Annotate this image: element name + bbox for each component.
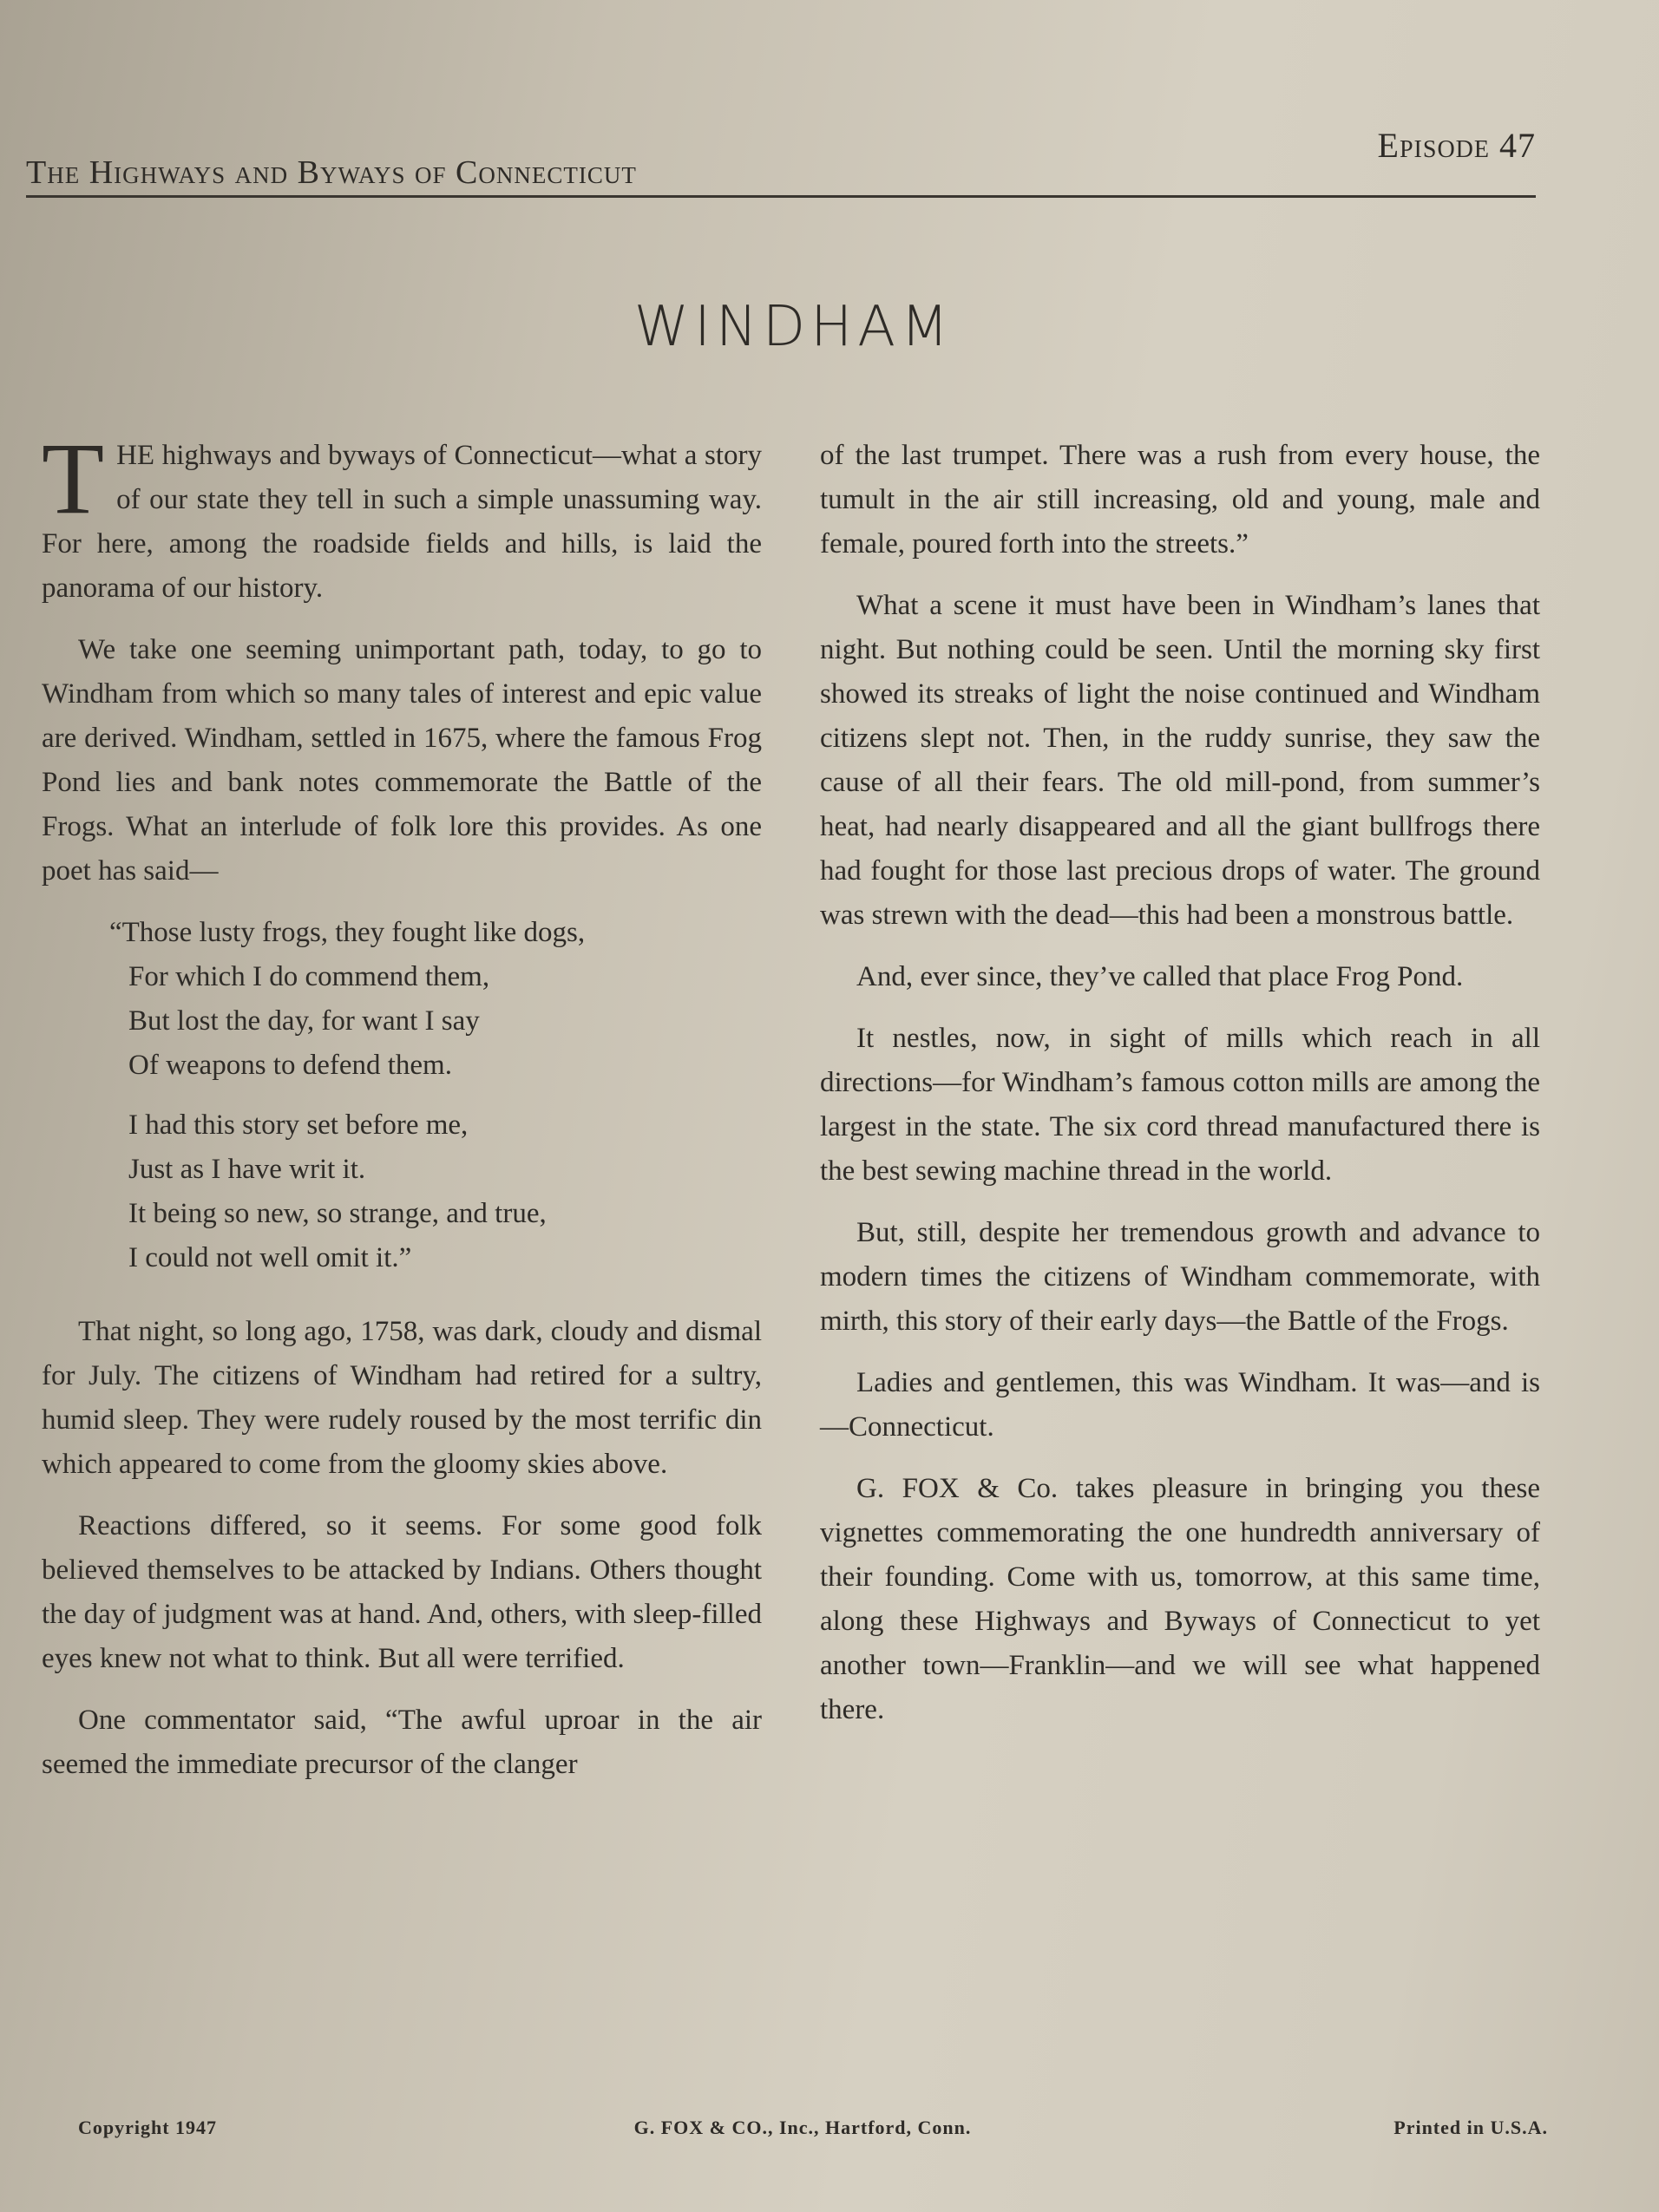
right-column [820, 434, 1540, 1750]
intro-paragraph [42, 422, 762, 611]
episode-number: Episode 47 [1377, 126, 1536, 165]
page-header [26, 121, 1536, 198]
running-title: The Highways and Byways of Connecticut [26, 154, 637, 191]
paragraph: of the last trumpet. There was a rush from every house, the tumult in the air still increasing, old and young, male and female, poured forth into the streets.” [820, 440, 1540, 560]
paragraph: That night, so long ago, 1758, was dark, cloudy and dismal for July. The citizens of Windham had retired for a sultry, humid sleep. They were rudely roused by the most terrific din which appeared to come from the gloomy skies above. [42, 1316, 762, 1480]
drop-cap: T [42, 422, 105, 535]
printed-notice: Printed in U.S.A. [1393, 2117, 1548, 2138]
paragraph: G. FOX & Co. takes pleasure in bringing you these vignettes commemorating the one hundredth anniversary of their founding. Come with us, tomorrow, at this same time, along these Highways and Byways of Connecticut to yet another town—Franklin—and we will see what happened there. [820, 1473, 1540, 1725]
poem-line: It being so new, so strange, and true, [128, 1198, 547, 1229]
paragraph: Reactions differed, so it seems. For some good folk believed themselves to be attacked by Indians. Others thought the day of judgment was at hand. And, others, with sleep-filled eyes knew not what to think. But all were terrified. [42, 1510, 762, 1674]
paragraph: One commentator said, “The awful uproar in the air seemed the immediate precursor of the clanger [42, 1705, 762, 1780]
publisher-line: G. FOX & CO., Inc., Hartford, Conn. [633, 2117, 972, 2138]
poem-line: Of weapons to defend them. [128, 1050, 452, 1081]
left-column [42, 422, 762, 1804]
paragraph: We take one seeming unimportant path, today, to go to Windham from which so many tales of interest and epic value are derived. Windham, settled in 1675, where the famous Frog Pond lies and bank notes commemorate the Battle of the Frogs. What an interlude of folk lore this provides. As one poet has said— [42, 634, 762, 887]
paragraph: Ladies and gentlemen, this was Windham. It was—and is—Connecticut. [820, 1367, 1540, 1443]
poem-line: I could not well omit it.” [128, 1242, 412, 1273]
paragraph: And, ever since, they’ve called that place Frog Pond. [856, 961, 1464, 992]
paragraph: What a scene it must have been in Windham’s lanes that night. But nothing could be seen. Until the morning sky first showed its streaks of light the noise continued and Windham citizens slept not. Then, in the ruddy sunrise, they saw the cause of all their fears. The old mill-pond, from summer’s heat, had nearly disappeared and all the giant bullfrogs there had fought for those last precious drops of water. The ground was strewn with the dead—this had been a monstrous battle. [820, 590, 1540, 931]
article-title: WINDHAM [633, 295, 954, 359]
intro-capword: HE [116, 440, 155, 471]
intro-text: highways and byways of Connecticut—what a story of our state they tell in such a simple unassuming way. For here, among the roadside fields and hills, is laid the panorama of our history. [42, 440, 762, 604]
paragraph: It nestles, now, in sight of mills which reach in all directions—for Windham’s famous cotton mills are among the largest in the state. The six cord thread manufactured there is the best sewing machine thread in the world. [820, 1023, 1540, 1187]
copyright-notice: Copyright 1947 [78, 2117, 218, 2138]
poem-stanza [109, 911, 762, 1088]
poem [109, 911, 762, 1280]
poem-line: For which I do commend them, [128, 961, 490, 992]
poem-line: “Those lusty frogs, they fought like dogs, [109, 917, 586, 948]
poem-line: Just as I have writ it. [128, 1154, 366, 1185]
poem-line: I had this story set before me, [128, 1109, 469, 1141]
poem-stanza [128, 1103, 762, 1280]
paragraph: But, still, despite her tremendous growth and advance to modern times the citizens of Windham commemorate, with mirth, this story of their early days—the Battle of the Frogs. [820, 1217, 1540, 1337]
poem-line: But lost the day, for want I say [128, 1005, 480, 1037]
